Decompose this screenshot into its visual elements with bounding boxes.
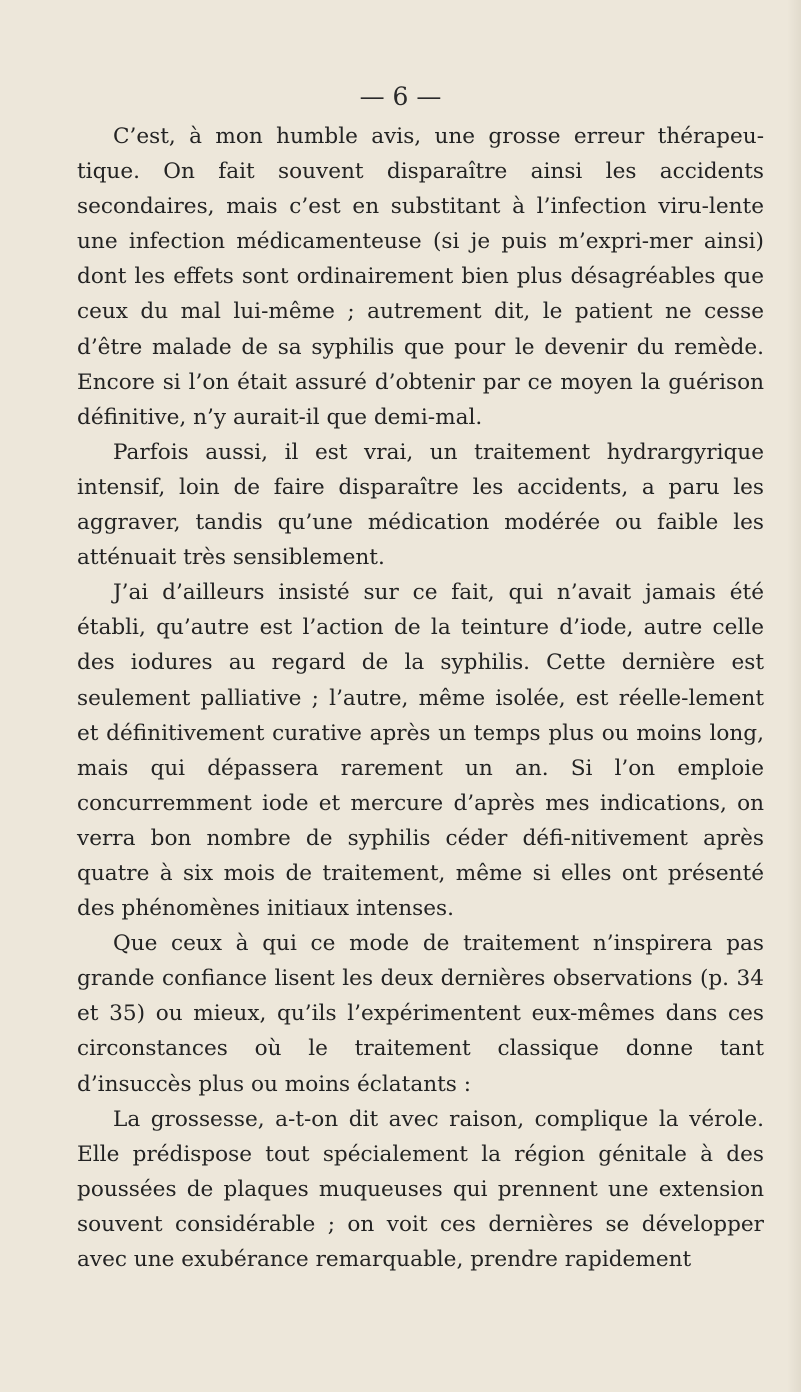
paragraph-1: C’est, à mon humble avis, une grosse erreur thérapeu-tique. On fait souvent disparaître ainsi les accidents secondaires, mais c’est en substitant à l’infection viru-lente une infection médicamenteuse (si je puis m’expri-mer ainsi) dont les effets sont ordinairement bien plus désagréables que ceux du mal lui-même ; autrement dit, le patient ne cesse d’être malade de sa syphilis que pour le devenir du remède. Encore si l’on était assuré d’obtenir par ce moyen la guérison définitive, n’y aurait-il que demi-mal. bbox=[77, 124, 764, 430]
paragraph-3: J’ai d’ailleurs insisté sur ce fait, qui n’avait jamais été établi, qu’autre est l’action de la teinture d’iode, autre celle des iodures au regard de la syphilis. Cette dernière est seulement palliative ; l’autre, même isolée, est réelle-lement et définitivement curative après un temps plus ou moins long, mais qui dépassera rarement un an. Si l’on emploie concurremment iode et mercure d’après mes indications, on verra bon nombre de syphilis céder défi-nitivement après quatre à six mois de traitement, même si elles ont présenté des phénomènes initiaux intenses. bbox=[77, 580, 764, 922]
page-edge-shadow bbox=[787, 0, 801, 1392]
paragraph-5: La grossesse, a-t-on dit avec raison, complique la vérole. Elle prédispose tout spécialement la région génitale à des poussées de plaques muqueuses qui prennent une extension souvent considérable ; on voit ces dernières se développer avec une exubérance remarquable, prendre rapidement bbox=[77, 1106, 764, 1272]
paragraph-2: Parfois aussi, il est vrai, un traitement hydrargyrique intensif, loin de faire disparaître les accidents, a paru les aggraver, tandis qu’une médication modérée ou faible les atténuait très sensiblement. bbox=[77, 439, 764, 571]
body-text bbox=[77, 119, 764, 1277]
paragraph-4: Que ceux à qui ce mode de traitement n’inspirera pas grande confiance lisent les deux dernières observations (p. 34 et 35) ou mieux, qu’ils l’expérimentent eux-mêmes dans ces circonstances où le traitement classique donne tant d’insuccès plus ou moins éclatants : bbox=[77, 931, 764, 1097]
page-number: — 6 — bbox=[359, 82, 442, 111]
